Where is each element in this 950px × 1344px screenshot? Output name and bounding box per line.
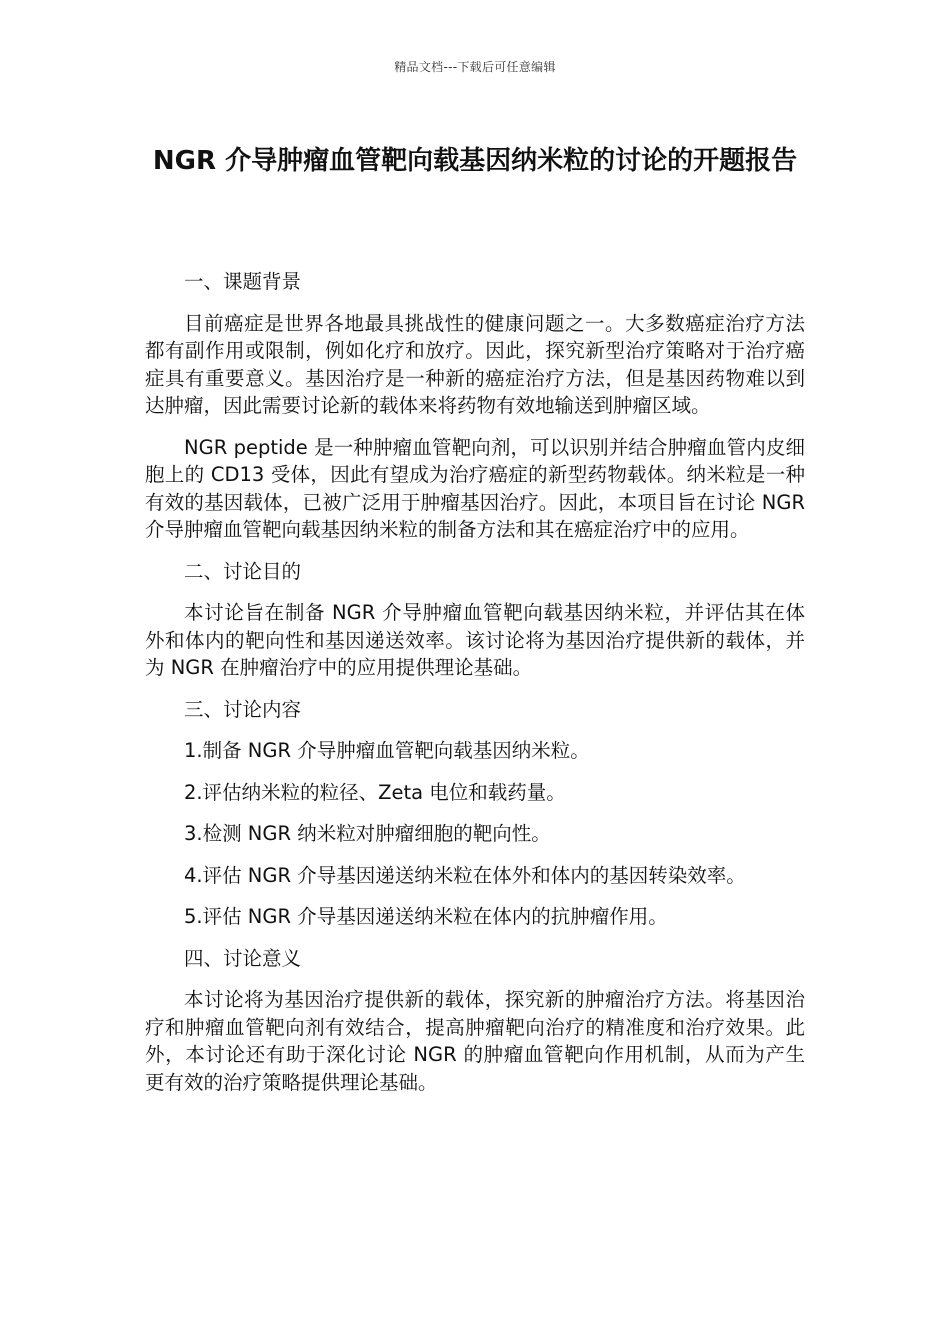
section-heading-purpose: 二、讨论目的 (184, 559, 302, 583)
document-title: NGR 介导肿瘤血管靶向载基因纳米粒的讨论的开题报告 (152, 146, 798, 176)
document-body (145, 268, 805, 1110)
content-list-item: 5.评估 NGR 介导基因递送纳米粒在体内的抗肿瘤作用。 (184, 905, 668, 928)
content-list-item: 4.评估 NGR 介导基因递送纳米粒在体外和体内的基因转染效率。 (184, 863, 746, 887)
section-heading-significance: 四、讨论意义 (184, 946, 302, 970)
content-list-item: 2.评估纳米粒的粒径、Zeta 电位和载药量。 (184, 780, 566, 804)
section-heading-background: 一、课题背景 (184, 270, 302, 293)
paragraph-significance: 本讨论将为基因治疗提供新的载体，探究新的肿瘤治疗方法。将基因治疗和肿瘤血管靶向剂有效结合，提高肿瘤靶向治疗的精准度和治疗效果。此外，本讨论还有助于深化讨论 NGR 的肿瘤血管靶向作用机制，从而为产生更有效的治疗策略提供理论基础。 (145, 988, 805, 1094)
content-list-item: 1.制备 NGR 介导肿瘤血管靶向载基因纳米粒。 (184, 739, 590, 762)
header-note: 精品文档---下载后可任意编辑 (394, 60, 556, 74)
paragraph-background-1: 目前癌症是世界各地最具挑战性的健康问题之一。大多数癌症治疗方法都有副作用或限制，例如化疗和放疗。因此，探究新型治疗策略对于治疗癌症具有重要意义。基因治疗是一种新的癌症治疗方法，但是基因药物难以到达肿瘤，因此需要讨论新的载体来将药物有效地输送到肿瘤区域。 (145, 311, 805, 417)
paragraph-purpose: 本讨论旨在制备 NGR 介导肿瘤血管靶向载基因纳米粒，并评估其在体外和体内的靶向性和基因递送效率。该讨论将为基因治疗提供新的载体，并为 NGR 在肿瘤治疗中的应用提供理论基础。 (145, 601, 805, 679)
content-list-item: 3.检测 NGR 纳米粒对肿瘤细胞的靶向性。 (184, 822, 551, 845)
paragraph-background-2: NGR peptide 是一种肿瘤血管靶向剂，可以识别并结合肿瘤血管内皮细胞上的 CD13 受体，因此有望成为治疗癌症的新型药物载体。纳米粒是一种有效的基因载体，已被广泛用于肿瘤基因治疗。因此，本项目旨在讨论 NGR 介导肿瘤血管靶向载基因纳米粒的制备方法和其在癌症治疗中的应用。 (145, 435, 805, 541)
section-heading-content: 三、讨论内容 (184, 697, 302, 721)
